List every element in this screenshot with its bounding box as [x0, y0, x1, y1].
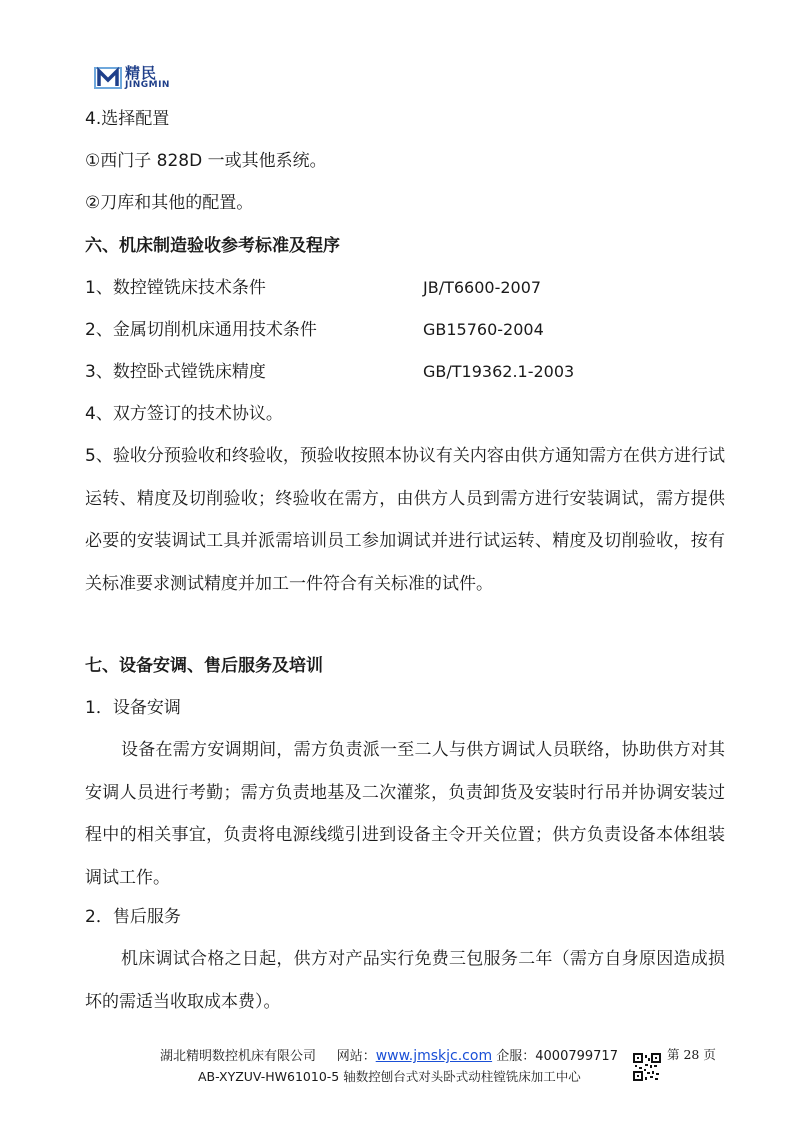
- logo-text-cn: 精民: [125, 64, 158, 82]
- heading-six: 六、机床制造验收参考标准及程序: [85, 236, 340, 256]
- footer-qq-label: 企服：: [496, 1049, 536, 1064]
- footer-site-label: 网站：: [336, 1049, 376, 1064]
- page-number: 第 28 页: [667, 1047, 716, 1062]
- config-item-2: ②刀库和其他的配置。: [85, 193, 254, 213]
- item-4: 4、双方签订的技术协议。: [85, 404, 283, 424]
- installation-paragraph: 设备在需方安调期间，需方负责派一至二人与供方调试人员联络，协助供方对其安调人员进行考勤；需方负责地基及二次灌浆，负责卸货及安装时行吊并协调安装过程中的相关事宜，负责将电源线缆引进到设备主令开关位置；供方负责设备本体组装调试工作。: [85, 740, 725, 888]
- footer-company: 湖北精明数控机床有限公司: [160, 1049, 317, 1064]
- subheading-installation: 1．设备安调: [85, 698, 181, 718]
- footer-product-name: AB-XYZUV-HW61010-5 轴数控刨台式对头卧式动柱镗铣床加工中心: [198, 1069, 581, 1084]
- subheading-after-sales: 2．售后服务: [85, 907, 181, 927]
- footer-contact: [160, 1045, 618, 1064]
- jingmin-logo-icon: [93, 62, 123, 92]
- item-5-paragraph: 5、验收分预验收和终验收，预验收按照本协议有关内容由供方通知需方在供方进行试运转、精度及切削验收；终验收在需方，由供方人员到需方进行安装调试，需方提供必要的安装调试工具并派需培训员工参加调试并进行试运转、精度及切削验收，按有关标准要求测试精度并加工一件符合有关标准的试件。: [85, 446, 725, 594]
- standard-2-name: 2、金属切削机床通用技术条件: [85, 320, 317, 340]
- section-4-heading: 4.选择配置: [85, 109, 170, 129]
- standard-3-code: GB/T19362.1-2003: [423, 362, 575, 381]
- standard-3-name: 3、数控卧式镗铣床精度: [85, 362, 266, 382]
- heading-seven: 七、设备安调、售后服务及培训: [85, 656, 323, 676]
- qr-code-icon: [633, 1053, 661, 1081]
- after-sales-paragraph: 机床调试合格之日起，供方对产品实行免费三包服务二年（需方自身原因造成损坏的需适当收取成本费）。: [85, 949, 725, 1012]
- footer-website-link[interactable]: www.jmskjc.com: [375, 1048, 493, 1064]
- standard-2-code: GB15760-2004: [423, 320, 544, 339]
- footer-qq: 4000799717: [535, 1049, 618, 1064]
- logo-text-en: JINGMIN: [125, 80, 170, 90]
- standard-1-code: JB/T6600-2007: [423, 278, 542, 297]
- config-item-1: ①西门子 828D 一或其他系统。: [85, 151, 327, 171]
- company-logo: [93, 62, 183, 92]
- standard-1-name: 1、数控镗铣床技术条件: [85, 278, 266, 298]
